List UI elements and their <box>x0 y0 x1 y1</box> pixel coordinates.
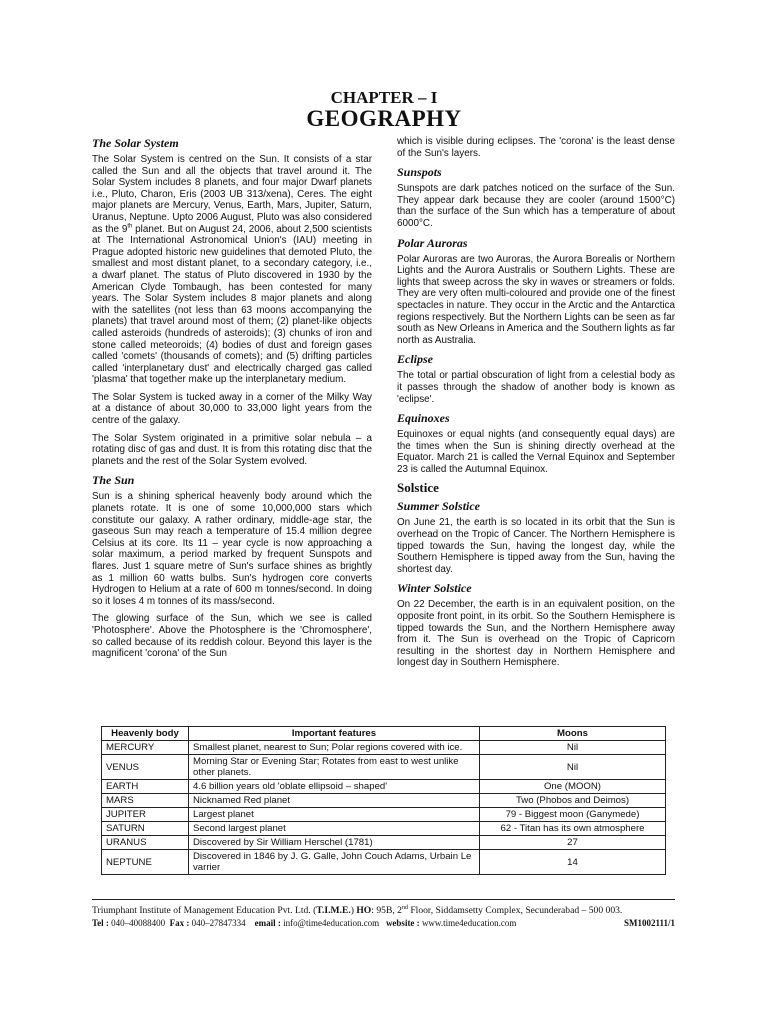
equinoxes-heading: Equinoxes <box>397 411 450 426</box>
email-link[interactable]: info@time4education.com <box>283 918 380 928</box>
sun-heading: The Sun <box>92 473 135 488</box>
winter-solstice-paragraph: On 22 December, the earth is in an equivalent position, on the opposite front point, in its orbit. So the Southern Hemisphere is tipped towards the Sun, and the Northern Hemisphere away from it. The Sun is overhead on the Tropic of Capricorn resulting in the shortest day in Northern Hemisphere and longest day in Southern Hemisphere. <box>397 599 675 669</box>
website-label: website : <box>385 918 422 928</box>
cell-body: NEPTUNE <box>102 850 189 875</box>
sun-paragraph-1: Sun is a shining spherical heavenly body around which the planets rotate. It is one of some 10,000,000 stars which constitute our galaxy. A rather ordinary, middle-age star, the gaseous Sun may reach a temperature of 15.4 million degree Celsius at its core. Its 11 – year cycle is now approaching a solar maximum, a period marked by frequent Sunspots and flares. Just 1 square metre of Sun's surface shines as brightly as 1 million 60 watts bulbs. Sun's hydrogen core converts Hydrogen to Helium at a rate of 600 m tonnes/second. In doing so it loses 4 m tonnes of its mass/second. <box>92 491 372 607</box>
chapter-label: CHAPTER – I <box>330 88 438 107</box>
table-row <box>102 741 666 755</box>
sunspots-heading: Sunspots <box>397 165 442 180</box>
footer-address-line <box>92 904 675 917</box>
right-column <box>397 136 675 675</box>
left-column <box>92 136 372 666</box>
footer-brand: T.I.M.E. <box>316 905 351 916</box>
cell-moons: Nil <box>480 741 666 755</box>
document-code: SM1002111/1 <box>623 918 675 928</box>
footer-paren: ) <box>350 905 357 916</box>
footer-address-a: : 95B, 2 <box>371 905 402 916</box>
page-footer <box>92 899 675 930</box>
polar-auroras-paragraph: Polar Auroras are two Auroras, the Aurora Borealis or Northern Lights and the Aurora Australis or Southern Lights. These are lights that sweep across the sky in waves or streamers or folds. They are very often multi-coloured and provide one of the finest spectacles in nature. They occur in the Arctic and the Antarctica regions respectively. But the Northern Lights can be seen as far south as New Orleans in America and the Southern lights as far north as Australia. <box>397 253 675 346</box>
sunspots-paragraph: Sunspots are dark patches noticed on the surface of the Sun. They appear dark because they are cooler (around 1500°C) than the surface of the Sun which has a temperature of about 6000°C. <box>397 183 675 229</box>
cell-features: Smallest planet, nearest to Sun; Polar regions covered with ice. <box>189 741 480 755</box>
eclipse-paragraph: The total or partial obscuration of light from a celestial body as it passes through the shadow of another body is known as 'eclipse'. <box>397 370 675 405</box>
solar-system-text-b: planet. But on August 24, 2006, about 2,500 scientists at The International Astronomical Union's (IAU) meeting in Prague adopted historic new guidelines that demoted Pluto, the smallest and most distant planet, to a secondary category, i.e., a dwarf planet. The status of Pluto discovered in 1930 by the American Clyde Tombaugh, has been contested for many years. The Solar System includes 8 major planets and along with the satellites (not less than 63 moons accompanying the planets) that travel around most of them; (2) planet-like objects called asteroids (hundreds of asteroids); (3) chunks of iron and stone called meteoroids; (4) bodies of dust and foreign gases called 'comets' (thousands of comets); and (5) drifting particles called 'interplanetary dust' and electrically charged gas called 'plasma' that together make up the interplanetary medium. <box>92 223 372 386</box>
email-label: email : <box>254 918 284 928</box>
website-link[interactable]: www.time4education.com <box>421 918 517 928</box>
footer-ho-label: HO <box>356 905 372 916</box>
solar-system-paragraph-1 <box>92 154 372 386</box>
cell-features: Discovered by Sir William Herschel (1781) <box>189 836 480 850</box>
eclipse-heading: Eclipse <box>397 352 433 367</box>
table-row <box>102 780 666 794</box>
column-header-features: Important features <box>189 727 480 741</box>
superscript-nd: nd <box>401 904 408 911</box>
cell-moons: One (MOON) <box>480 780 666 794</box>
cell-body: MARS <box>102 794 189 808</box>
cell-features: Nicknamed Red planet <box>189 794 480 808</box>
fax-value: 040–27847334 <box>191 918 246 928</box>
cell-moons: 62 - Titan has its own atmosphere <box>480 822 666 836</box>
column-header-moons: Moons <box>480 727 666 741</box>
summer-solstice-heading: Summer Solstice <box>397 499 481 514</box>
solar-system-text-a: The Solar System is centred on the Sun. It consists of a star called the Sun and all the objects that travel around it. The Solar System includes 8 planets, and four major Dwarf planets i.e., Pluto, Charon, Eris (2003 UB 313/xena), Ceres. The eight major planets are Mercury, Venus, Earth, Mars, Jupiter, Saturn, Uranus, Neptune. Upto 2006 August, Pluto was also considered as the 9 <box>92 154 372 235</box>
cell-body: MERCURY <box>102 741 189 755</box>
table-header-row <box>102 727 666 741</box>
heavenly-bodies-table <box>101 726 666 875</box>
cell-body: SATURN <box>102 822 189 836</box>
column-header-body: Heavenly body <box>102 727 189 741</box>
footer-contacts <box>92 917 516 930</box>
tel-label: Tel : <box>92 918 112 928</box>
cell-moons: 27 <box>480 836 666 850</box>
cell-moons: Nil <box>480 755 666 780</box>
table-row <box>102 794 666 808</box>
cell-body: URANUS <box>102 836 189 850</box>
cell-body: EARTH <box>102 780 189 794</box>
summer-solstice-paragraph: On June 21, the earth is so located in its orbit that the Sun is overhead on the Tropic of Cancer. The Northern Hemisphere is tipped towards the Sun, having the longest day, while the Southern Hemisphere is tipped away from the Sun, having the shortest day. <box>397 517 675 575</box>
table-row <box>102 850 666 875</box>
page-title: GEOGRAPHY <box>306 106 462 131</box>
table-row <box>102 755 666 780</box>
tel-value: 040–40088400 <box>111 918 166 928</box>
superscript-th: th <box>127 223 133 230</box>
equinoxes-paragraph: Equinoxes or equal nights (and consequently equal days) are the times when the Sun is shining directly overhead at the Equator. March 21 is called the Vernal Equinox and September 23 is called the Autumnal Equinox. <box>397 429 675 475</box>
footer-contact-line <box>92 917 675 930</box>
cell-moons: Two (Phobos and Deimos) <box>480 794 666 808</box>
polar-auroras-heading: Polar Auroras <box>397 235 468 250</box>
cell-moons: 14 <box>480 850 666 875</box>
sun-paragraph-2: The glowing surface of the Sun, which we see is called 'Photosphere'. Above the Photosphere is the 'Chromosphere', so called because of its reddish colour. Beyond this layer is the magnificent 'corona' of the Sun <box>92 613 372 660</box>
table-row <box>102 808 666 822</box>
winter-solstice-heading: Winter Solstice <box>397 581 472 596</box>
solar-system-paragraph-2: The Solar System is tucked away in a corner of the Milky Way at a distance of about 30,000 to 33,000 light years from the centre of the galaxy. <box>92 391 372 427</box>
solar-system-paragraph-3: The Solar System originated in a primitive solar nebula – a rotating disc of gas and dust. It is from this rotating disc that the planets and the rest of the Solar System evolved. <box>92 432 372 467</box>
cell-features: Second largest planet <box>189 822 480 836</box>
cell-body: VENUS <box>102 755 189 780</box>
cell-body: JUPITER <box>102 808 189 822</box>
cell-features: 4.6 billion years old 'oblate ellipsoid – shaped' <box>189 780 480 794</box>
cell-features: Discovered in 1846 by J. G. Galle, John Couch Adams, Urbain Le varrier <box>189 850 480 875</box>
solar-system-heading: The Solar System <box>92 136 179 150</box>
cell-features: Morning Star or Evening Star; Rotates from east to west unlike other planets. <box>189 755 480 780</box>
footer-company: Triumphant Institute of Management Education Pvt. Ltd. ( <box>92 905 317 916</box>
table-row <box>102 822 666 836</box>
table-row <box>102 836 666 850</box>
cell-moons: 79 - Biggest moon (Ganymede) <box>480 808 666 822</box>
footer-address-b: Floor, Siddamsetty Complex, Secunderabad – 500 003. <box>407 905 623 916</box>
fax-label: Fax : <box>169 918 192 928</box>
corona-continuation: which is visible during eclipses. The 'corona' is the least dense of the Sun's layers. <box>397 136 675 159</box>
cell-features: Largest planet <box>189 808 480 822</box>
solstice-heading: Solstice <box>397 480 439 496</box>
